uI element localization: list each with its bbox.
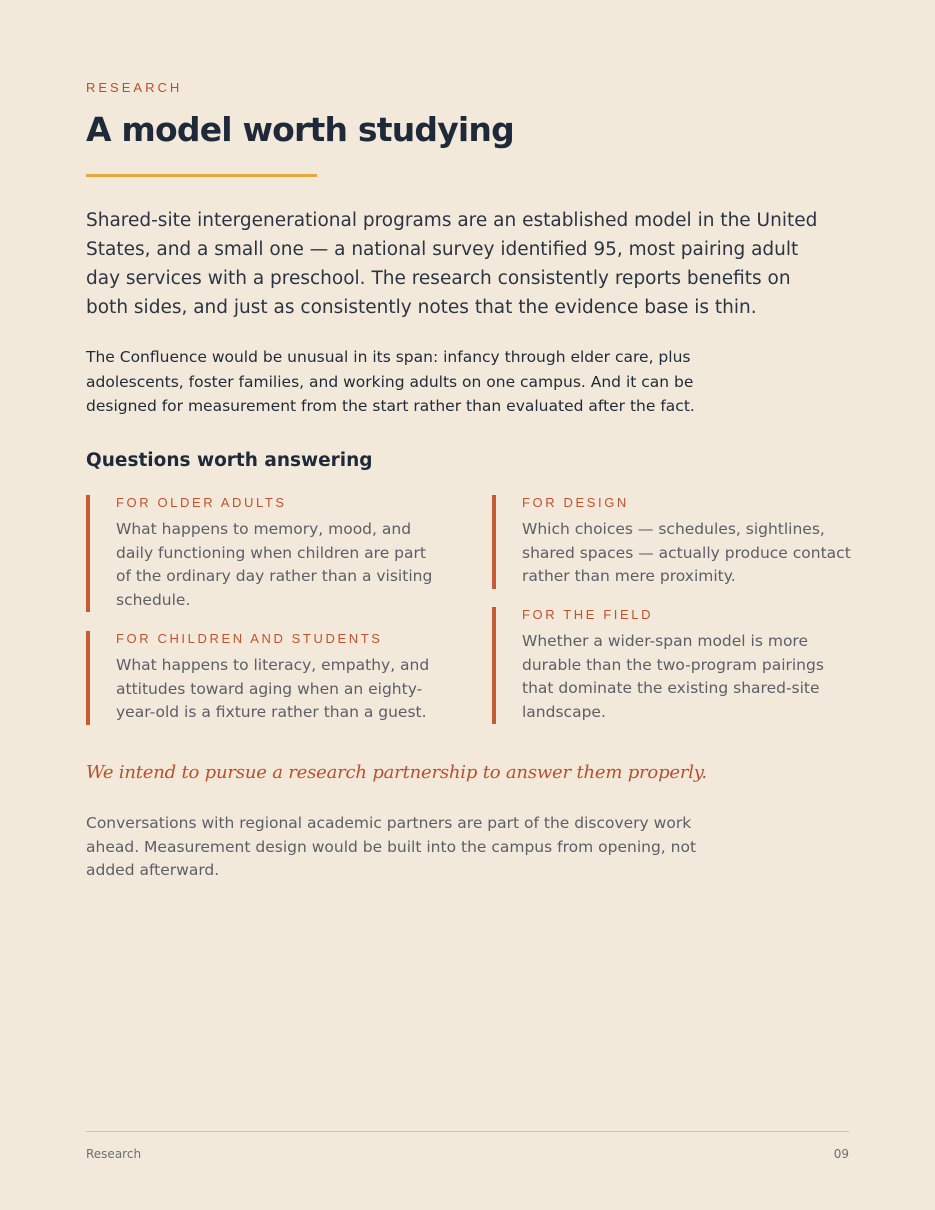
section-eyebrow: RESEARCH xyxy=(86,80,183,95)
question-card-label: FOR THE FIELD xyxy=(522,607,654,622)
question-card-label: FOR DESIGN xyxy=(522,495,629,510)
question-card-children-students xyxy=(86,631,436,725)
lead-paragraph: Shared-site intergenerational programs are an established model in the United States, and a small one — a national survey identified 95, most pairing adult day services with a preschool. The research consistently reports benefits on both sides, and just as consistently notes that the evidence base is thin. xyxy=(86,210,818,318)
question-card-text: What happens to memory, mood, and daily functioning when children are part of the ordinary day rather than a visiting schedule. xyxy=(116,520,433,609)
footer-page-number: 09 xyxy=(833,1147,849,1161)
closing-paragraph: Conversations with regional academic partners are part of the discovery work ahead. Measurement design would be built into the campus from opening, not added afterward. xyxy=(86,814,697,879)
footer-divider xyxy=(86,1131,849,1132)
footer-section-name: Research xyxy=(86,1147,142,1161)
question-card-field xyxy=(492,607,852,724)
question-card-label: FOR CHILDREN AND STUDENTS xyxy=(116,631,383,646)
body-paragraph: The Confluence would be unusual in its span: infancy through elder care, plus adolescents, foster families, and working adults on one campus. And it can be designed for measurement from the start rather than evaluated after the fact. xyxy=(86,348,695,415)
question-card-older-adults xyxy=(86,495,436,612)
question-card-text: What happens to literacy, empathy, and attitudes toward aging when an eighty-year-old is a fixture rather than a guest. xyxy=(116,656,430,721)
question-card-label: FOR OLDER ADULTS xyxy=(116,495,287,510)
question-card-text: Which choices — schedules, sightlines, shared spaces — actually produce contact rather than mere proximity. xyxy=(522,520,851,585)
page-title: A model worth studying xyxy=(86,110,514,149)
title-underline-rule xyxy=(86,174,317,177)
question-card-text: Whether a wider-span model is more durable than the two-program pairings that dominate the existing shared-site landscape. xyxy=(522,632,824,721)
questions-heading: Questions worth answering xyxy=(86,450,373,471)
question-card-design xyxy=(492,495,852,589)
intent-statement: We intend to pursue a research partnership to answer them properly. xyxy=(86,762,707,783)
